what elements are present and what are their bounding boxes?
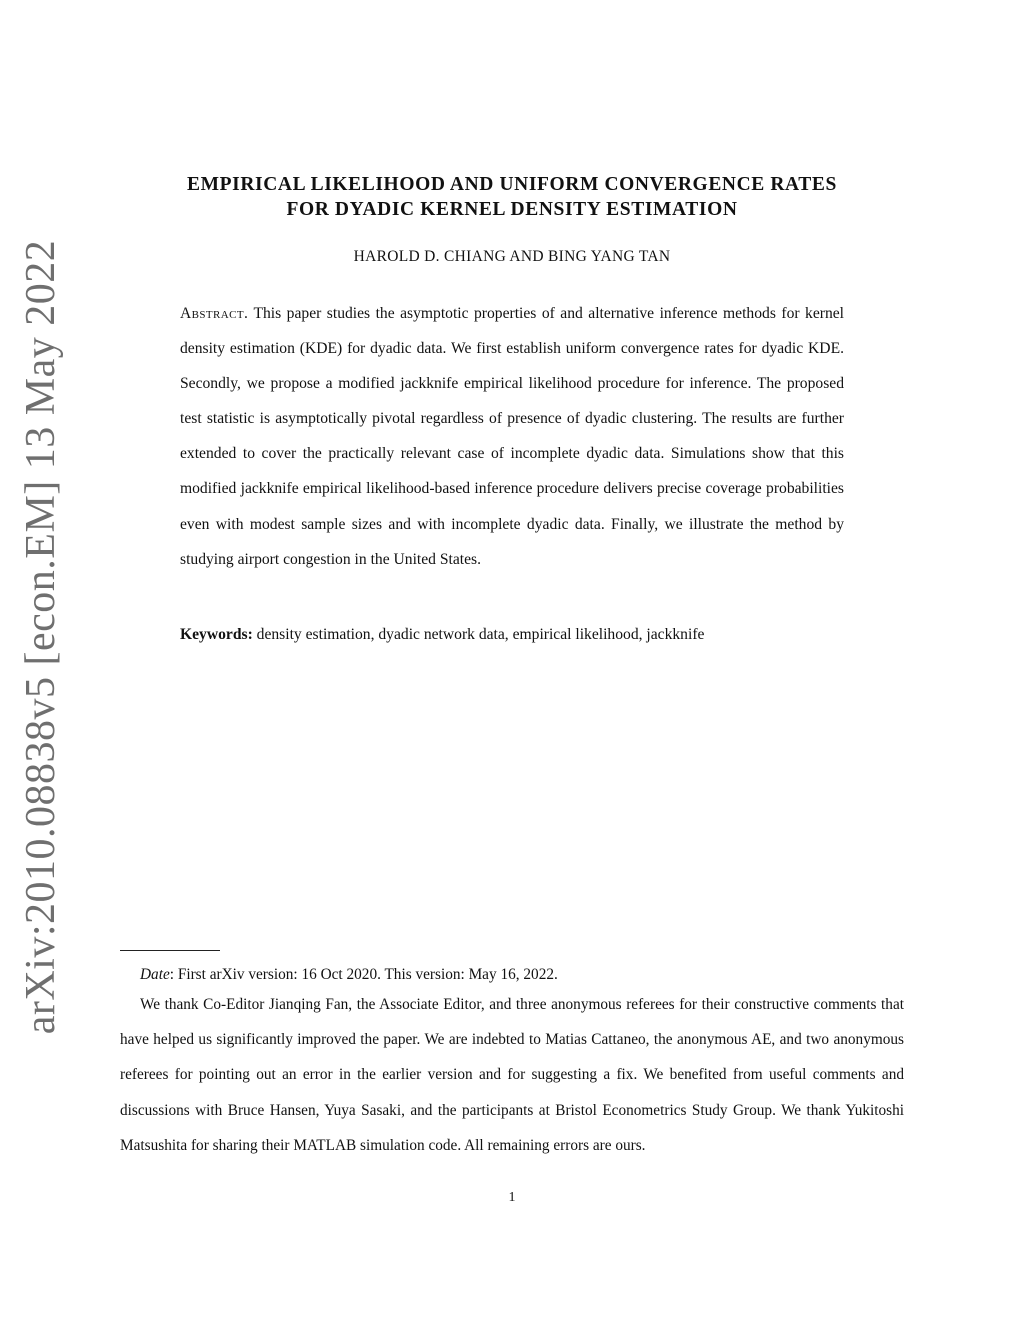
title-line-2: FOR DYADIC KERNEL DENSITY ESTIMATION: [286, 199, 738, 220]
date-label: Date: [140, 966, 170, 983]
abstract-text: This paper studies the asymptotic properties of and alternative inference methods for kernel density estimation (KDE) for dyadic data. We first establish uniform convergence rates for dyadic KDE. Secondly, we propose a modified jackknife empirical likelihood procedure for inference. The proposed test statistic is asymptotically pivotal regardless of presence of dyadic clustering. The results are further extended to cover the practically relevant case of incomplete dyadic data. Simulations show that this modified jackknife empirical likelihood-based inference procedure delivers precise coverage probabilities even with modest sample sizes and with incomplete dyadic data. Finally, we illustrate the method by studying airport congestion in the United States.: [180, 305, 844, 568]
abstract-label: Abstract.: [180, 305, 249, 322]
keywords: [180, 623, 844, 647]
date-text: : First arXiv version: 16 Oct 2020. This version: May 16, 2022.: [169, 966, 558, 983]
keywords-label: Keywords:: [180, 626, 253, 643]
title-line-1: EMPIRICAL LIKELIHOOD AND UNIFORM CONVERGENCE RATES: [187, 174, 837, 195]
footnote-acknowledgements: We thank Co-Editor Jianqing Fan, the Associate Editor, and three anonymous referees for their constructive comments that have helped us significantly improved the paper. We are indebted to Matias Cattaneo, the anonymous AE, and two anonymous referees for pointing out an error in the earlier version and for suggesting a fix. We benefited from useful comments and discussions with Bruce Hansen, Yuya Sasaki, and the participants at Bristol Econometrics Study Group. We thank Yukitoshi Matsushita for sharing their MATLAB simulation code. All remaining errors are ours.: [120, 996, 904, 1154]
keywords-text: density estimation, dyadic network data, empirical likelihood, jackknife: [256, 626, 705, 643]
footnote-date: [120, 963, 904, 987]
paper-title: [110, 172, 914, 222]
abstract: [180, 296, 844, 577]
footnote-rule: [120, 950, 220, 951]
paper-authors: HAROLD D. CHIANG AND BING YANG TAN: [353, 248, 671, 265]
arxiv-identifier: arXiv:2010.08838v5 [econ.EM] 13 May 2022: [18, 239, 64, 1035]
footnotes: [120, 963, 904, 1163]
page-number: 1: [508, 1190, 516, 1205]
